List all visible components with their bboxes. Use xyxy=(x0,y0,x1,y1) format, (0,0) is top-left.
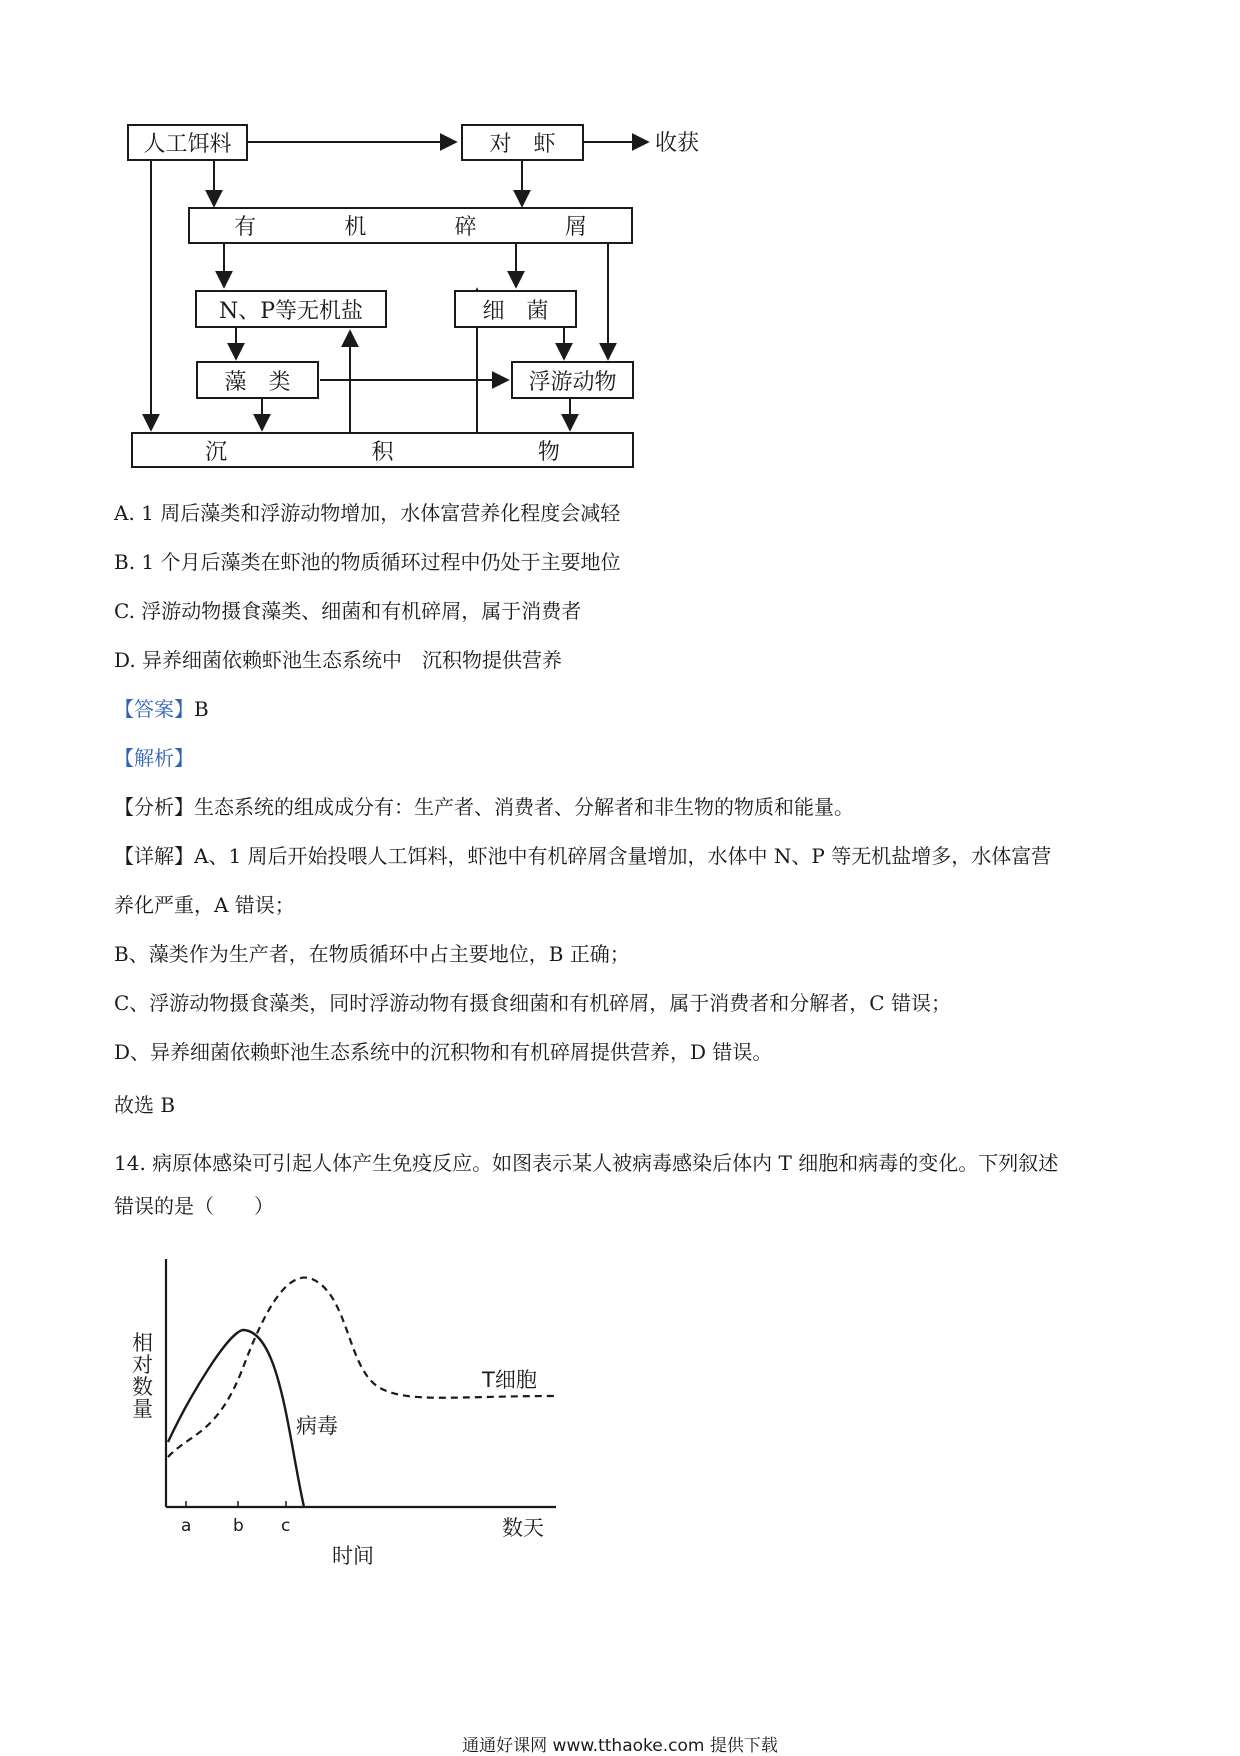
feed-box xyxy=(127,124,248,161)
analysis-c: C、浮游动物摄食藻类，同时浮游动物有摄食细菌和有机碎屑，属于消费者和分解者，C 错误； xyxy=(114,991,951,1015)
answer-value: B xyxy=(194,697,209,721)
salts-box xyxy=(195,290,387,328)
shrimp-label: 对 虾 xyxy=(489,132,556,157)
feed-label: 人工饵料 xyxy=(143,132,232,157)
x-end-label: 数天 xyxy=(502,1516,544,1540)
sediment-char: 积 xyxy=(371,439,394,465)
immune-chart xyxy=(120,1245,570,1575)
zooplankton-label: 浮游动物 xyxy=(528,369,617,395)
series-label-virus: 病毒 xyxy=(296,1414,338,1438)
analysis-d: D、异养细菌依赖虾池生态系统中的沉积物和有机碎屑提供营养，D 错误。 xyxy=(114,1040,773,1064)
detritus-char: 机 xyxy=(344,215,367,240)
tick-label-b: b xyxy=(233,1516,244,1536)
series-label-tcell: T细胞 xyxy=(482,1368,537,1392)
ylabel-char: 相 xyxy=(132,1331,153,1355)
shrimp-box xyxy=(461,124,584,161)
ylabel-char: 对 xyxy=(132,1353,153,1377)
detritus-char: 碎 xyxy=(454,215,477,240)
salts-label: N、P等无机盐 xyxy=(218,298,364,324)
tick-label-c: c xyxy=(281,1516,291,1536)
question14-line1: 14. 病原体感染可引起人体产生免疫反应。如图表示某人被病毒感染后体内 T 细胞和病毒的变化。下列叙述 xyxy=(114,1151,1059,1175)
series-virus xyxy=(168,1330,304,1507)
ylabel-char: 量 xyxy=(132,1397,153,1421)
harvest-label: 收获 xyxy=(655,131,700,156)
analysis-b: B、藻类作为生产者，在物质循环中占主要地位，B 正确； xyxy=(114,942,630,966)
answer-tag: 【答案】 xyxy=(114,697,194,721)
analysis-detail-2: 养化严重，A 错误； xyxy=(114,893,295,917)
detritus-box xyxy=(188,207,633,244)
footer: 通通好课网 www.tthaoke.com 提供下载 xyxy=(462,1736,778,1756)
analysis-detail-1: 【详解】A、1 周后开始投喂人工饵料，虾池中有机碎屑含量增加，水体中 N、P 等无机盐增多，水体富营 xyxy=(114,844,1052,868)
option-b: B. 1 个月后藻类在虾池的物质循环过程中仍处于主要地位 xyxy=(114,550,621,574)
algae-label: 藻 类 xyxy=(224,369,291,395)
option-d: D. 异养细菌依赖虾池生态系统中 沉积物提供营养 xyxy=(114,648,563,672)
conclusion: 故选 B xyxy=(114,1093,176,1117)
detritus-char: 屑 xyxy=(564,215,587,240)
analysis-fenxi: 【分析】生态系统的组成成分有：生产者、消费者、分解者和非生物的物质和能量。 xyxy=(114,795,854,819)
bacteria-box xyxy=(454,290,577,328)
option-c: C. 浮游动物摄食藻类、细菌和有机碎屑，属于消费者 xyxy=(114,599,582,623)
detritus-char: 有 xyxy=(234,215,257,240)
sediment-char: 沉 xyxy=(205,439,228,465)
question14-line2: 错误的是（ ） xyxy=(114,1194,274,1218)
bacteria-label: 细 菌 xyxy=(482,298,549,324)
sediment-box xyxy=(131,432,634,468)
answer-line xyxy=(114,695,209,723)
option-a: A. 1 周后藻类和浮游动物增加，水体富营养化程度会减轻 xyxy=(114,501,621,525)
algae-box xyxy=(196,361,319,399)
analysis-tag: 【解析】 xyxy=(114,746,194,770)
ylabel-char: 数 xyxy=(132,1375,153,1399)
xlabel: 时间 xyxy=(332,1544,374,1568)
tick-label-a: a xyxy=(181,1516,192,1536)
chart-svg xyxy=(120,1245,570,1575)
sediment-char: 物 xyxy=(537,439,560,465)
zooplankton-box xyxy=(511,361,634,399)
